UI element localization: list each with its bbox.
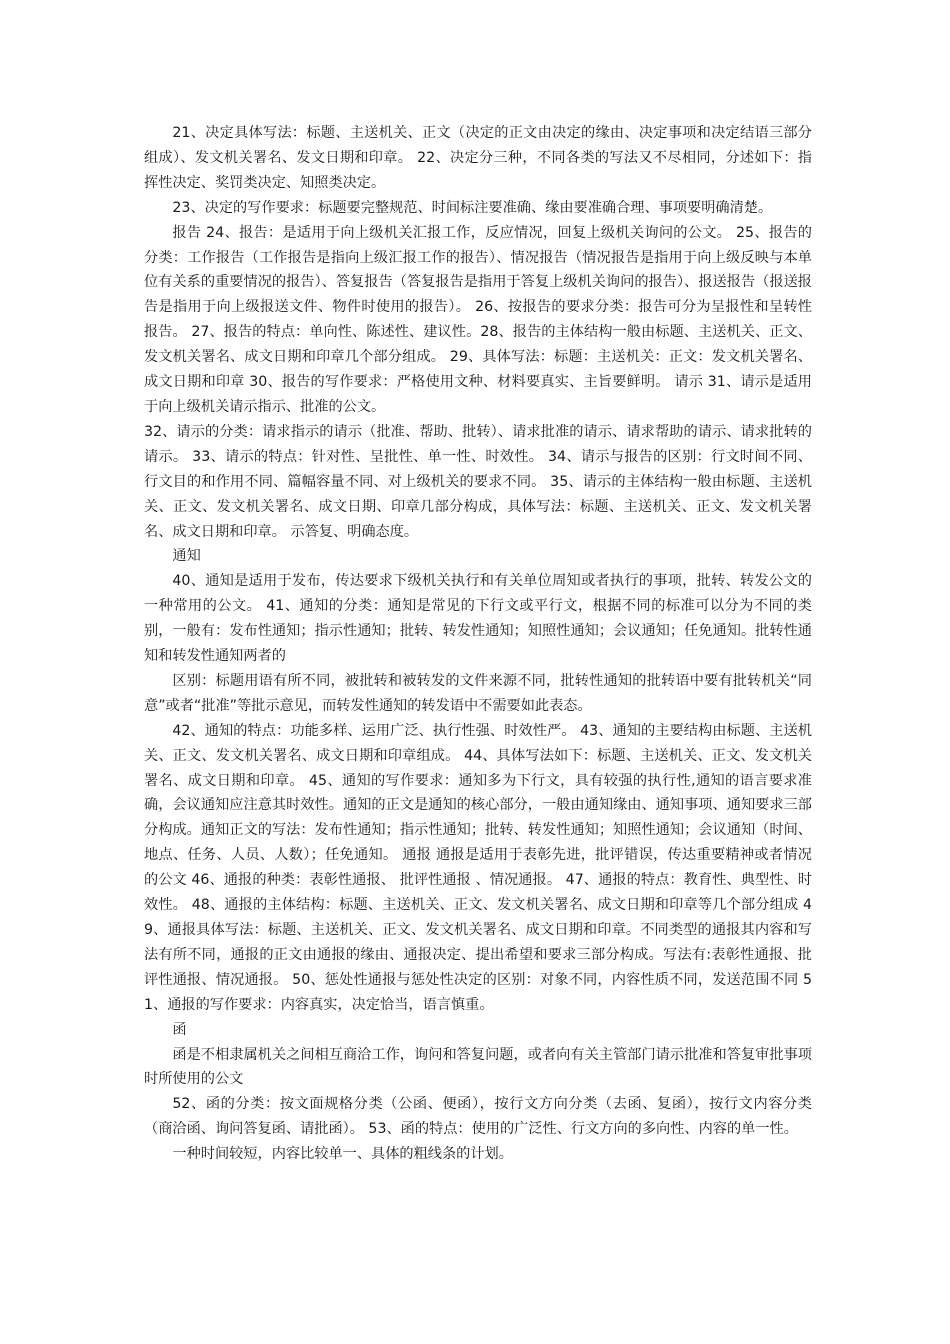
paragraph-report: 报告 24、报告：是适用于向上级机关汇报工作，反应情况，回复上级机关询问的公文。 25、报告的分类：工作报告（工作报告是指向上级汇报工作的报告）、情况报告（情况报告是指用于向上级反映与本单位有关系的重要情况的报告）、答复报告（答复报告是指用于答复上级机关询问的报告）、报送报告（报送报告是指用于向上级报送文件、物件时使用的报告）。 26、按报告的要求分类：报告可分为呈报性和呈转性报告。 27、报告的特点：单向性、陈述性、建议性。28、报告的主体结构一般由标题、主送机关、正文、发文机关署名、成文日期和印章几个部分组成。 29、具体写法：标题：主送机关：正文：发文机关署名、成文日期和印章 30、报告的写作要求：严格使用文种、材料要真实、主旨要鲜明。 请示 31、请示是适用于向上级机关请示指示、批准的公文。 (144, 224, 812, 415)
paragraph-decision-writing: 21、决定具体写法：标题、主送机关、正文（决定的正文由决定的缘由、决定事项和决定结语三部分组成）、发文机关署名、发文日期和印章。 22、决定分三种，不同各类的写法又不尽相同，分述如下：指挥性决定、奖罚类决定、知照类决定。 (144, 125, 812, 191)
document-body (144, 121, 812, 1167)
paragraph-letter-definition: 函是不相隶属机关之间相互商洽工作，询问和答复问题，或者向有关主管部门请示批准和答复审批事项时所使用的公文 (144, 1046, 812, 1088)
paragraph-notice-definition: 40、通知是适用于发布，传达要求下级机关执行和有关单位周知或者执行的事项，批转、转发公文的一种常用的公文。 41、通知的分类：通知是常见的下行文或平行文，根据不同的标准可以分为不同的类别，一般有：发布性通知；指示性通知；批转、转发性通知；知照性通知；会议通知；任免通知。批转性通知和转发性通知两者的 (144, 573, 812, 665)
paragraph-plan-note: 一种时间较短，内容比较单一、具体的粗线条的计划。 (172, 1146, 513, 1163)
paragraph-notice-difference: 区别：标题用语有所不同，被批转和被转发的文件来源不同，批转性通知的批转语中要有批转机关“同意”或者“批准”等批示意见，而转发性通知的转发语中不需要如此表态。 (144, 672, 812, 714)
section-heading-letter: 函 (172, 1021, 187, 1038)
paragraph-decision-requirements: 23、决定的写作要求：标题要完整规范、时间标注要准确、缘由要准确合理、事项要明确清楚。 (172, 199, 773, 216)
paragraph-request: 32、请示的分类：请求指示的请示（批准、帮助、批转）、请求批准的请示、请求帮助的请示、请求批转的请示。 33、请示的特点：针对性、呈批性、单一性、时效性。 34、请示与报告的区别：行文时间不同、行文目的和作用不同、篇幅容量不同、对上级机关的要求不同。 35、请示的主体结构一般由标题、主送机关、正文、发文机关署名、成文日期、印章几部分构成，具体写法：标题、主送机关、正文、发文机关署名、成文日期和印章。 示答复、明确态度。 (144, 423, 812, 540)
paragraph-notice-features: 42、通知的特点：功能多样、运用广泛、执行性强、时效性严。 43、通知的主要结构由标题、主送机关、正文、发文机关署名、成文日期和印章组成。 44、具体写法如下：标题、主送机关、正文、发文机关署名、成文日期和印章。 45、通知的写作要求：通知多为下行文，具有较强的执行性,通知的语言要求准确，会议通知应注意其时效性。通知的正文是通知的核心部分，一般由通知缘由、通知事项、通知要求三部分构成。通知正文的写法：发布性通知；指示性通知；批转、转发性通知；知照性通知；会议通知（时间、地点、任务、人员、人数）；任免通知。 通报 通报是适用于表彰先进，批评错误，传达重要精神或者情况的公文 46、通报的种类：表彰性通报、 批评性通报 、情况通报。 47、通报的特点：教育性、典型性、时效性。 48、通报的主体结构：标题、主送机关、正文、发文机关署名、成文日期和印章等几个部分组成 49、通报具体写法：标题、主送机关、正文、发文机关署名、成文日期和印章。不同类型的通报其内容和写法有所不同，通报的正文由通报的缘由、通报决定、提出希望和要求三部分构成。写法有:表彰性通报、批评性通报、情况通报。 50、惩处性通报与惩处性决定的区别：对象不同，内容性质不同，发送范围不同 51、通报的写作要求：内容真实，决定恰当，语言慎重。 (144, 722, 812, 1013)
section-heading-notice: 通知 (172, 548, 201, 565)
paragraph-letter-classification: 52、函的分类：按文面规格分类（公函、便函），按行文方向分类（去函、复函），按行文内容分类（商洽函、询问答复函、请批函）。 53、函的特点：使用的广泛性、行文方向的多向性、内容的单一性。 (144, 1096, 812, 1138)
